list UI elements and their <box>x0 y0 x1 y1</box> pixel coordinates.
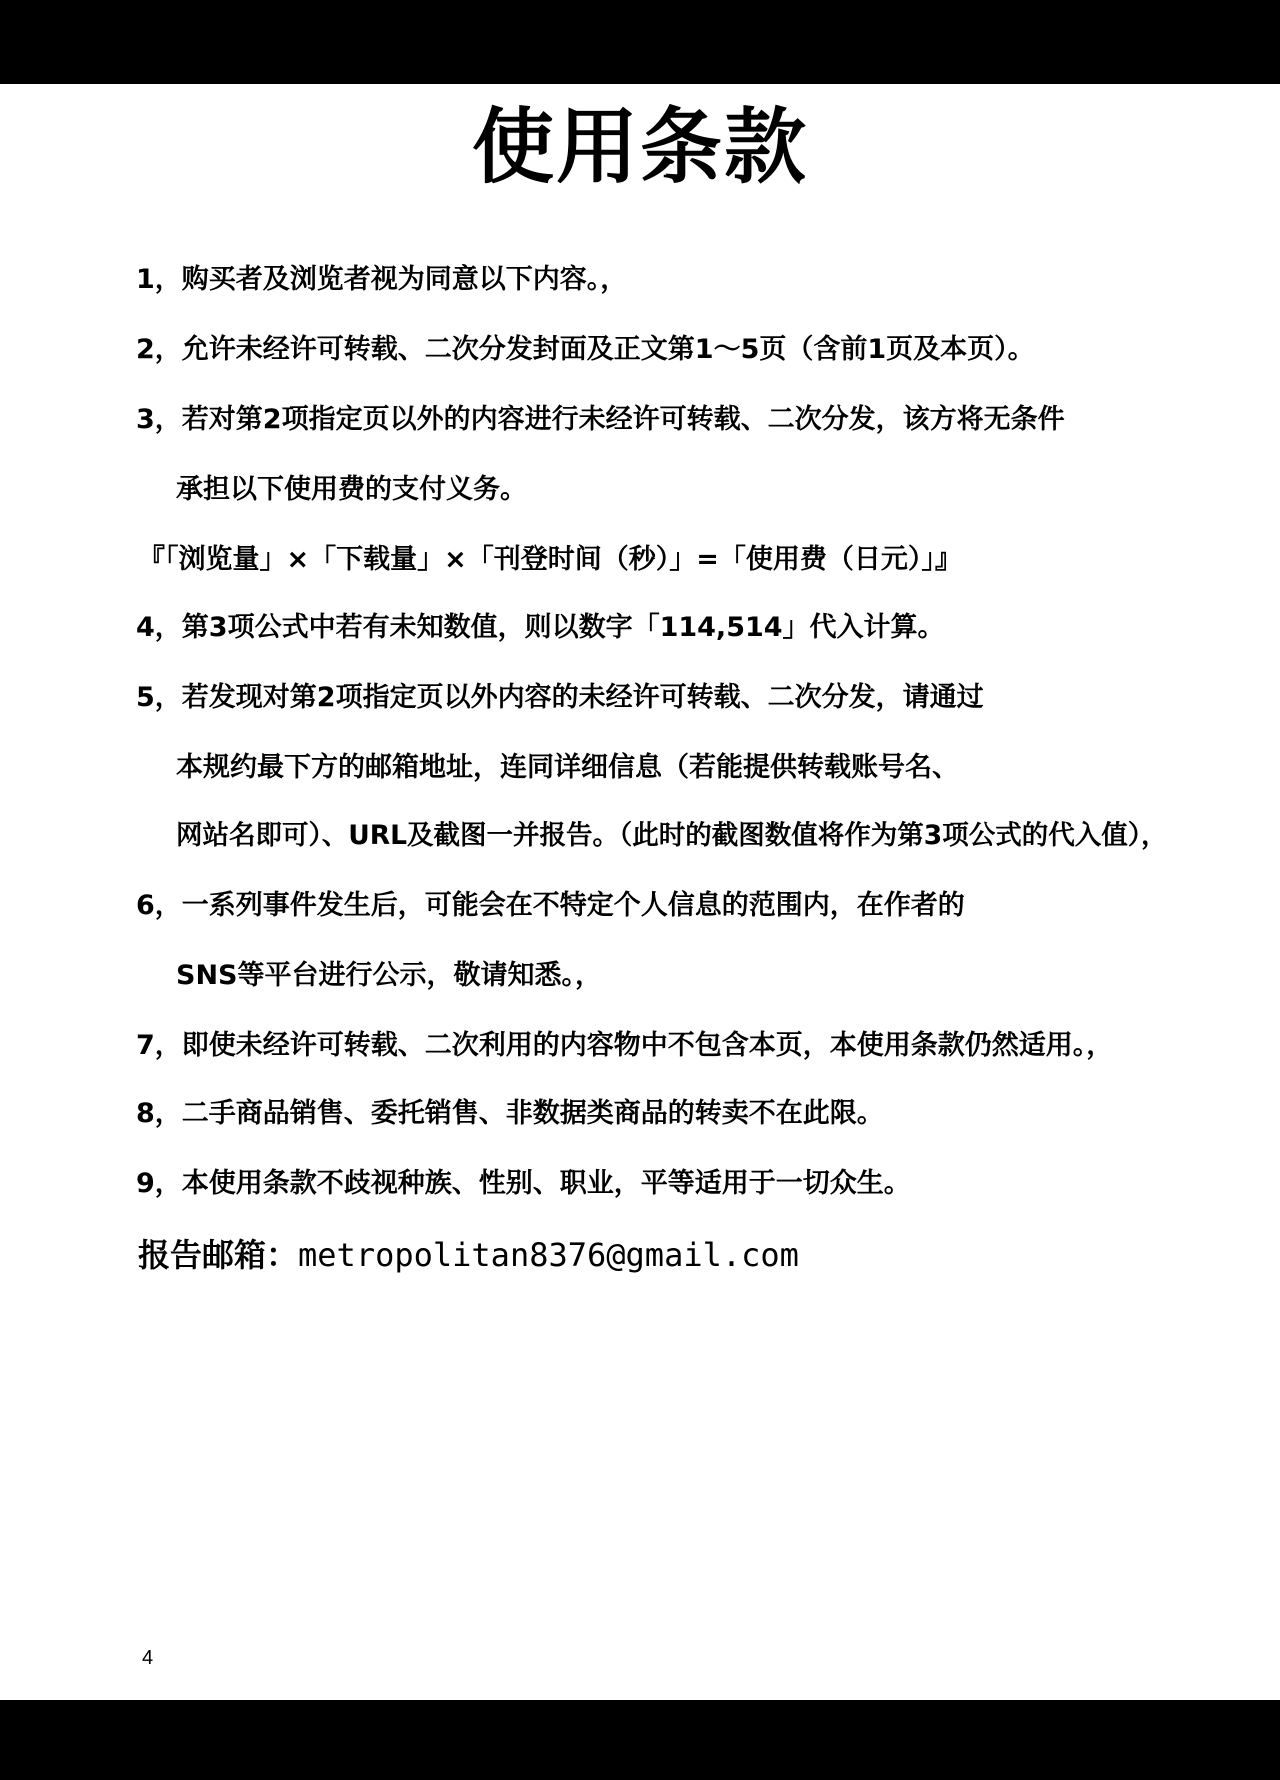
report-email-label: 报告邮箱： <box>138 1236 299 1274</box>
term-6-continued: SNS等平台进行公示，敬请知悉。， <box>176 960 602 991</box>
term-7: 7，即使未经许可转载、二次利用的内容物中不包含本页，本使用条款仍然适用。， <box>136 1030 1114 1061</box>
term-5-continued-2: 网站名即可）、URL及截图一并报告。（此时的截图数值将作为第3项公式的代入值）， <box>176 820 1168 851</box>
term-3-continued: 承担以下使用费的支付义务。 <box>176 474 527 505</box>
top-black-bar <box>0 0 1280 84</box>
bottom-black-bar <box>0 1700 1280 1780</box>
term-2: 2，允许未经许可转载、二次分发封面及正文第1～5页（含前1页及本页）。 <box>136 334 1035 365</box>
term-5: 5，若发现对第2项指定页以外内容的未经许可转载、二次分发，请通过 <box>136 682 984 713</box>
report-email-line <box>138 1234 799 1276</box>
term-9: 9，本使用条款不歧视种族、性别、职业，平等适用于一切众生。 <box>136 1168 911 1199</box>
term-8: 8，二手商品销售、委托销售、非数据类商品的转卖不在此限。 <box>136 1098 884 1129</box>
term-5-continued: 本规约最下方的邮箱地址，连同详细信息（若能提供转载账号名、 <box>176 752 959 783</box>
term-1: 1，购买者及浏览者视为同意以下内容。， <box>136 264 628 295</box>
page-title: 使用条款 <box>471 100 808 195</box>
document-page <box>0 84 1280 1700</box>
fee-formula: 『「浏览量」×「下载量」×「刊登时间（秒）」=「使用费（日元）」』 <box>138 544 962 575</box>
report-email-address[interactable]: metropolitan8376@gmail.com <box>298 1236 799 1274</box>
term-6: 6，一系列事件发生后，可能会在不特定个人信息的范围内，在作者的 <box>136 890 965 921</box>
term-4: 4，第3项公式中若有未知数值，则以数字「114,514」代入计算。 <box>136 612 945 643</box>
term-3: 3，若对第2项指定页以外的内容进行未经许可转载、二次分发，该方将无条件 <box>136 404 1065 435</box>
page-number: 4 <box>142 1647 154 1669</box>
